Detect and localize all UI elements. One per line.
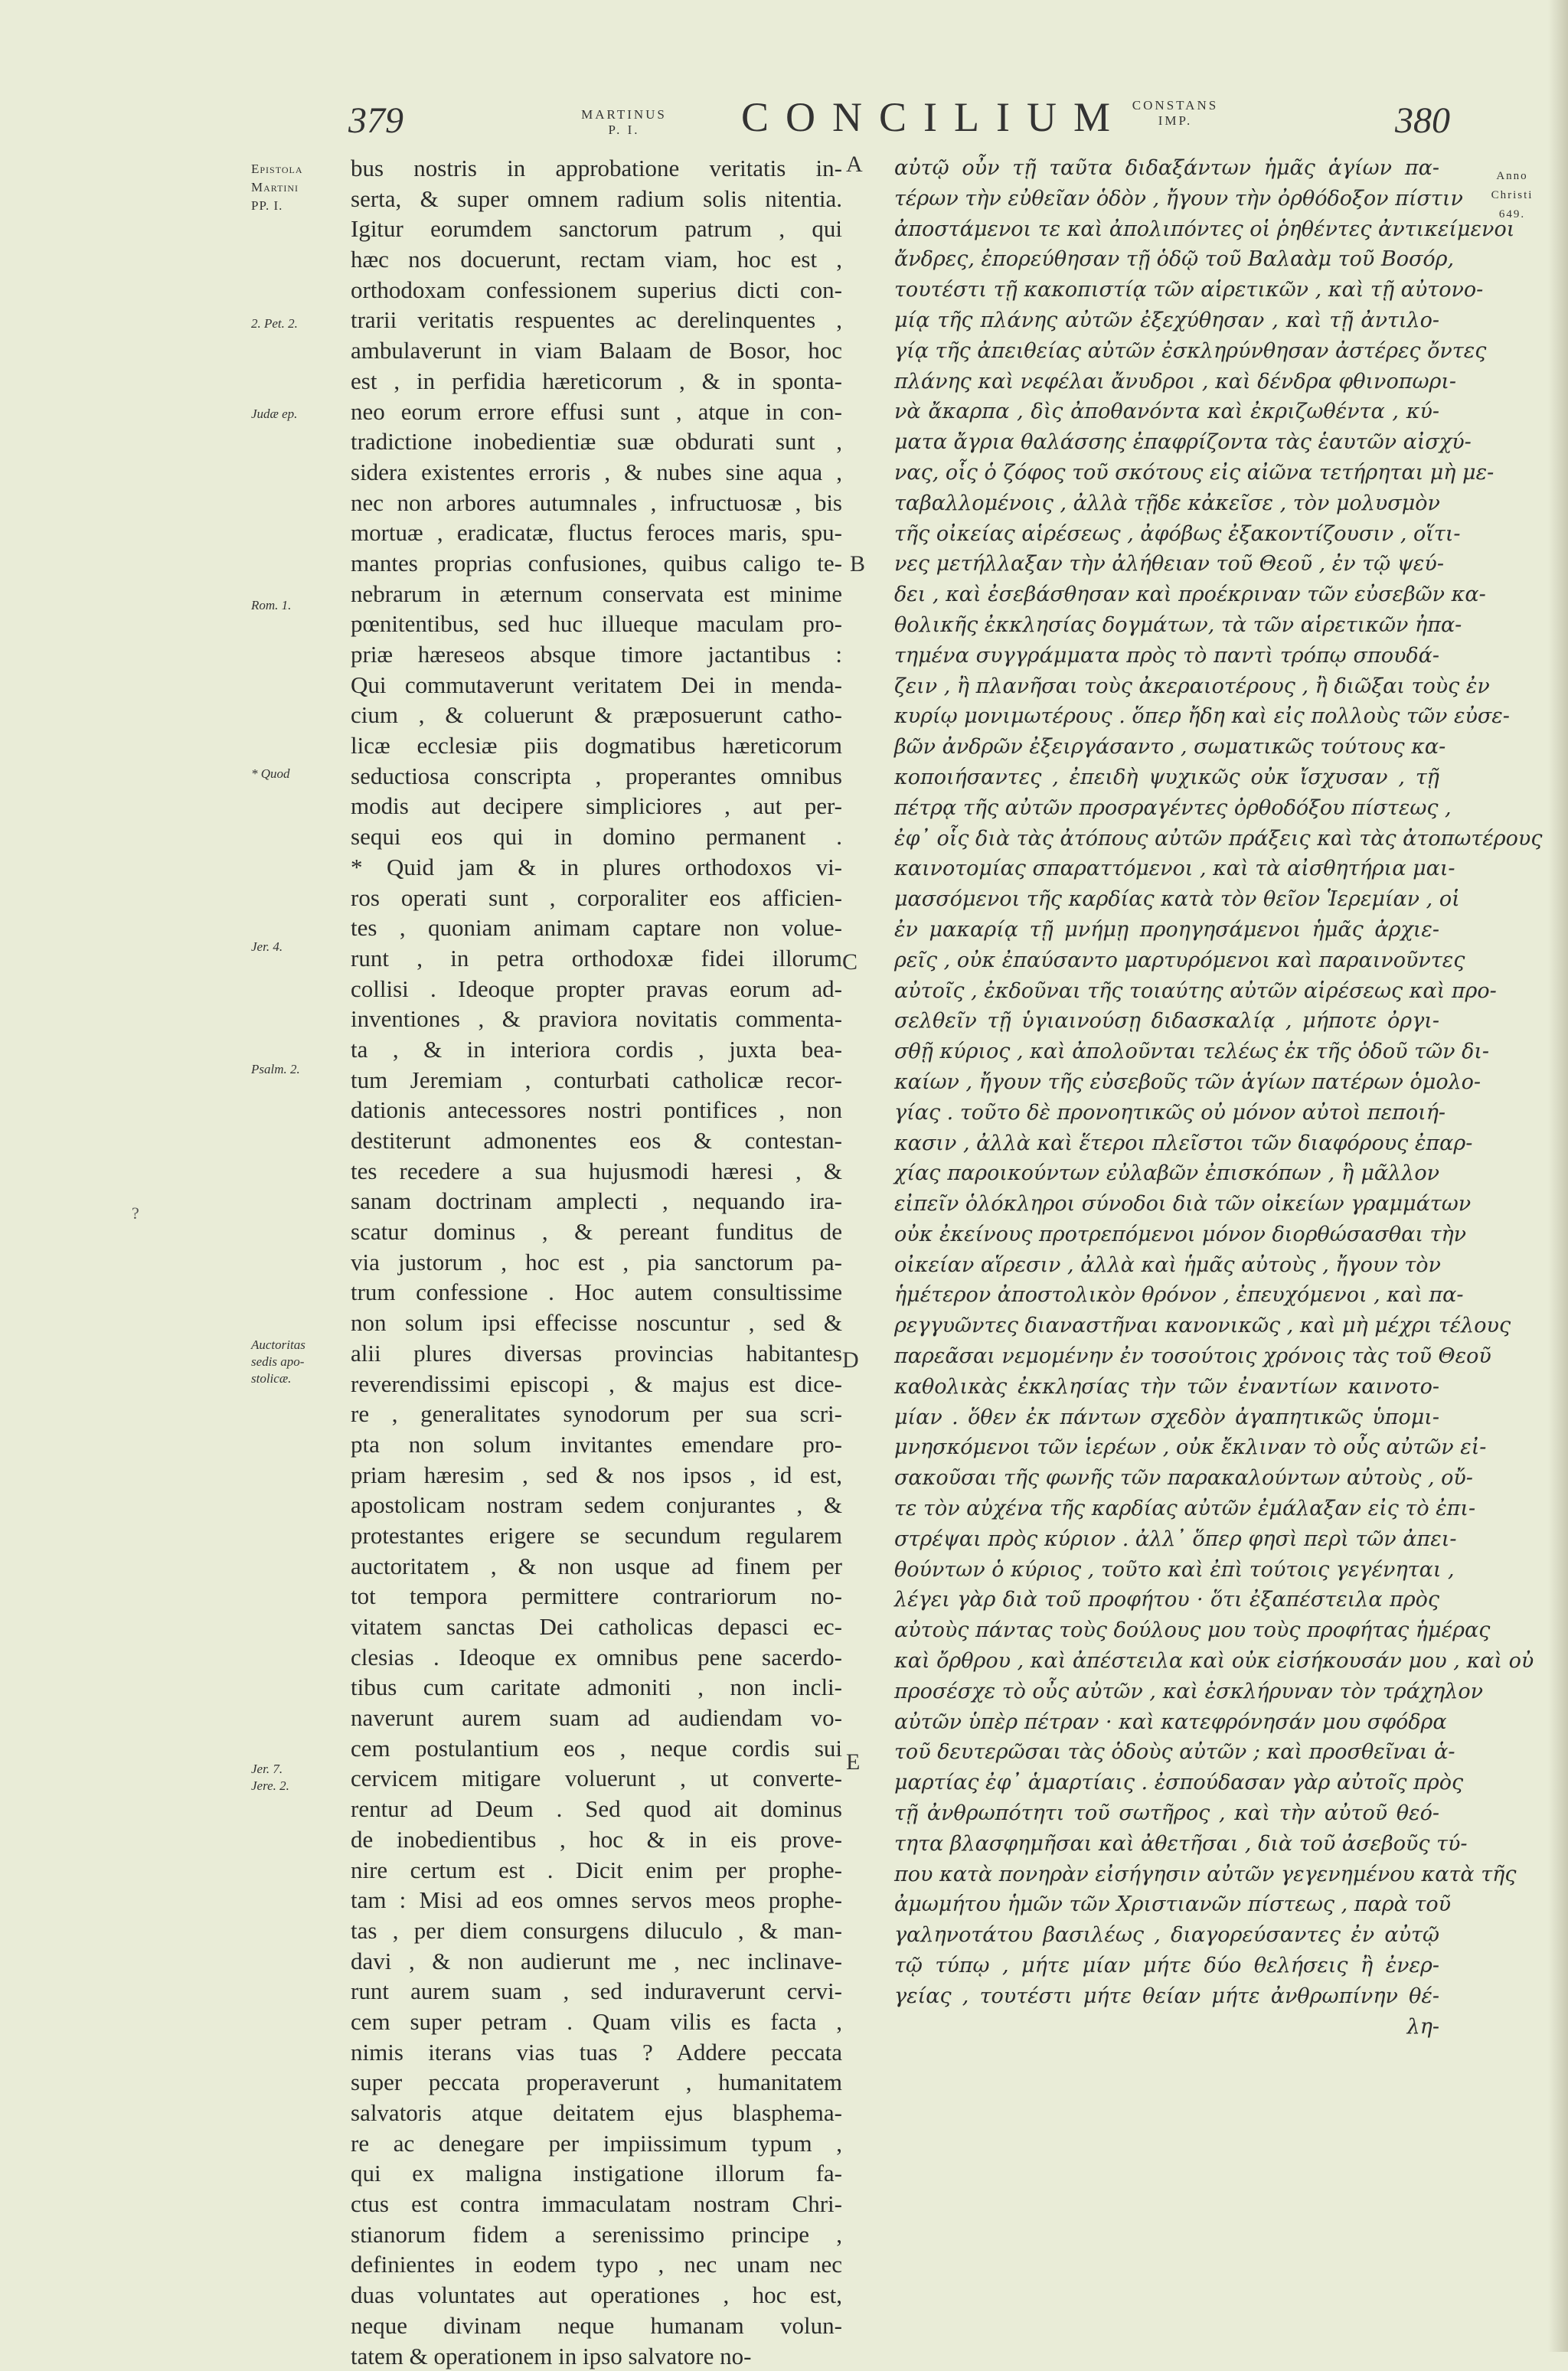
greek-text-line: ζειν , ἢ πλανῆσαι τοὺς ἀκεραιοτέρους , ἢ διῶξαι τοὺς ἐν [894,671,1439,702]
latin-text-line: tes , quoniam animam captare non volue- [351,913,842,943]
running-head-left [567,107,681,138]
greek-text-line: γείας , τουτέστι μήτε θείαν μήτε ἀνθρωπίνην θέ- [894,1981,1439,2012]
latin-text-line: inventiones , & praviora novitatis commenta- [351,1004,842,1034]
greek-text-line: ἀποστάμενοι τε καὶ ἀπολιπόντες οἱ ῥηθέντες ἀντικείμενοι [894,214,1439,245]
margin-note: Judæ ep. [251,406,351,423]
greek-text-line: μίαν . ὅθεν ἐκ πάντων σχεδὸν ἀγαπητικῶς ὑπομι- [894,1403,1439,1433]
section-mark: A [846,152,863,178]
latin-text-line: ros operati sunt , corporaliter eos afficien- [351,883,842,913]
latin-text-line: sanam doctrinam amplecti , nequando ira- [351,1186,842,1217]
greek-text-line: παρεᾶσαι νεμομένην ἐν τοσούτοις χρόνοις τὰς τοῦ Θεοῦ [894,1341,1439,1372]
latin-text-line: clesias . Ideoque ex omnibus pene sacerdo- [351,1642,842,1673]
greek-text-line: αὐτοὺς πάντας τοὺς δούλους μου τοὺς προφήτας ἡμέρας [894,1615,1439,1646]
latin-text-line: ta , & in interiora cordis , juxta bea- [351,1034,842,1065]
greek-text-line: κοποιήσαντες , ἐπειδὴ ψυχικῶς οὐκ ἴσχυσαν , τῇ [894,763,1439,793]
greek-text-line: τῆς οἰκείας αἱρέσεως , ἀφόβως ἐξακοντίζουσιν , οἵτι- [894,519,1439,550]
latin-text-line: apostolicam nostram sedem conjurantes , & [351,1490,842,1520]
greek-column [894,153,1439,2042]
latin-text-line: stianorum fidem a serenissimo principe , [351,2219,842,2250]
latin-text-line: cem super petram . Quam vilis es facta , [351,2007,842,2037]
margin-note: Jere. 2. [251,1778,351,1795]
greek-text-line: γαληνοτάτου βασιλέως , διαγορεύσαντες ἐν αὐτῷ [894,1920,1439,1951]
latin-text-line: definientes in eodem typo , nec unam nec [351,2249,842,2280]
latin-text-line: cium , & coluerunt & præposuerunt catho- [351,700,842,730]
greek-text-line: θούντων ὁ κύριος , τοῦτο καὶ ἐπὶ τούτοις γεγένηται , [894,1555,1439,1586]
greek-text-line: κυρίῳ μονιμωτέρους . ὅπερ ἤδη καὶ εἰς πολλοὺς τῶν εὐσε- [894,701,1439,732]
margin-note: PP. I. [251,198,351,214]
greek-text-line: σθῇ κύριος , καὶ ἀπολοῦνται τελέως ἐκ τῆς ὁδοῦ τῶν δι- [894,1037,1439,1067]
section-mark: B [850,551,865,577]
latin-text-line: nire certum est . Dicit enim per prophe- [351,1855,842,1886]
greek-text-line: λέγει γὰρ διὰ τοῦ προφήτου · ὅτι ἐξαπέστειλα πρὸς [894,1585,1439,1615]
latin-text-line: de inobedientibus , hoc & in eis prove- [351,1824,842,1855]
latin-text-line: via justorum , hoc est , pia sanctorum pa- [351,1247,842,1278]
greek-text-line: τημένα συγγράμματα πρὸς τὸ παντὶ τρόπῳ σπουδά- [894,641,1439,671]
greek-text-line: μασσόμενοι τῆς καρδίας κατὰ τὸν θεῖον Ἱερεμίαν , οἱ [894,884,1439,915]
latin-text-line: protestantes erigere se secundum regularem [351,1520,842,1551]
greek-text-line: ρεῖς , οὐκ ἐπαύσαντο μαρτυρόμενοι καὶ παραινοῦντες [894,945,1439,976]
section-mark: E [846,1749,860,1775]
latin-text-line: Qui commutaverunt veritatem Dei in menda- [351,670,842,701]
latin-text-line: tam : Misi ad eos omnes servos meos prophe- [351,1885,842,1915]
latin-text-line: seductiosa conscripta , properantes omnibus [351,761,842,792]
greek-text-line: τῷ τύπῳ , μήτε μίαν μήτε δύο θελήσεις ἢ ἐνερ- [894,1951,1439,1981]
latin-text-line: tradictione inobedientiæ suæ obdurati sunt , [351,426,842,457]
anno-year: 649. [1474,205,1550,224]
latin-text-line: trum confessione . Hoc autem consultissime [351,1277,842,1308]
running-title: CONCILIUM [741,93,1127,141]
latin-text-line: salvatoris atque deitatem ejus blasphema- [351,2098,842,2128]
margin-note: Epistola [251,161,351,178]
greek-text-line: ἄνδρες, ἐπορεύθησαν τῇ ὁδῷ τοῦ Βαλαὰμ τοῦ Βοσόρ, [894,244,1439,275]
latin-text-line: vitatem sanctas Dei catholicas depasci ec- [351,1612,842,1642]
greek-text-line: τῇ ἀνθρωπότητι τοῦ σωτῆρος , καὶ τὴν αὐτοῦ θεό- [894,1798,1439,1829]
greek-text-line: στρέψαι πρὸς κύριον . ἀλλ᾽ ὅπερ φησὶ περὶ τῶν ἀπει- [894,1524,1439,1555]
latin-text-line: davi , & non audierunt me , nec inclinave- [351,1946,842,1977]
greek-text-line: που κατὰ πονηρὰν εἰσήγησιν αὐτῶν γεγενημένου κατὰ τῆς [894,1860,1439,1890]
anno-line1: Anno [1474,167,1550,186]
greek-text-line: θολικῆς ἐκκλησίας δογμάτων, τὰ τῶν αἱρετικῶν ἠπα- [894,610,1439,641]
latin-text-line: cem postulantium eos , neque cordis sui [351,1733,842,1764]
greek-text-line: ματα ἄγρια θαλάσσης ἐπαφρίζοντα τὰς ἑαυτῶν αἰσχύ- [894,427,1439,458]
margin-note: Rom. 1. [251,597,351,614]
latin-column [351,153,842,2371]
greek-text-line: τοῦ δευτερῶσαι τὰς ὁδοὺς αὐτῶν ; καὶ προσθεῖναι ἁ- [894,1737,1439,1768]
greek-text-line: τέρων τὴν εὐθεῖαν ὁδὸν , ἤγουν τὴν ὀρθόδοξον πίστιν [894,184,1439,214]
greek-text-line: τε τὸν αὐχένα τῆς καρδίας αὐτῶν ἐμάλαξαν εἰς τὸ ἐπι- [894,1494,1439,1524]
greek-text-line: εἰπεῖν ὁλόκληροι σύνοδοι διὰ τῶν οἰκείων γραμμάτων [894,1189,1439,1220]
gutter-shadow [1548,0,1568,2352]
greek-text-line: μίᾳ τῆς πλάνης αὐτῶν ἐξεχύθησαν , καὶ τῇ ἀντιλο- [894,305,1439,336]
greek-text-line: νες μετήλλαξαν τὴν ἀλήθειαν τοῦ Θεοῦ , ἐν τῷ ψεύ- [894,549,1439,580]
greek-text-line: χίας παροικούντων εὐλαβῶν ἐπισκόπων , ἢ μᾶλλον [894,1158,1439,1189]
running-head-right-line2: IMP. [1118,113,1233,129]
latin-text-line: re ac denegare per impiissimum typum , [351,2128,842,2159]
greek-text-line: τητα βλασφημῆσαι καὶ ἀθετῆσαι , διὰ τοῦ ἀσεβοῦς τύ- [894,1829,1439,1860]
latin-text-line: tum Jeremiam , conturbati catholicæ recor- [351,1065,842,1096]
latin-text-line: tes recedere a sua hujusmodi hæresi , & [351,1156,842,1187]
latin-text-line: nec non arbores autumnales , infructuosæ , bis [351,488,842,518]
latin-text-line: ctus est contra immaculatam nostram Chri- [351,2189,842,2219]
latin-text-line: est , in perfidia hæreticorum , & in sponta- [351,366,842,397]
latin-text-line: nebrarum in æternum conservata est minime [351,579,842,609]
greek-text-line: πέτρᾳ τῆς αὐτῶν προσραγέντες ὀρθοδόξου πίστεως , [894,793,1439,824]
greek-text-line: βῶν ἀνδρῶν ἐξειργάσαντο , σωματικῶς τούτους κα- [894,732,1439,763]
greek-text-line: καθολικὰς ἐκκλησίας τὴν τῶν ἐναντίων καινοτο- [894,1372,1439,1403]
margin-note: Martini [251,179,351,196]
latin-text-line: non solum ipsi effecisse noscuntur , sed & [351,1308,842,1338]
latin-text-line: scatur dominus , & pereant funditus de [351,1217,842,1247]
latin-text-line: serta, & super omnem radium solis nitentia. [351,184,842,214]
greek-text-line: ρεγγυῶντες διαναστῆναι κανονικῶς , καὶ μὴ μέχρι τέλους [894,1311,1439,1341]
greek-text-line: οὐκ ἐκείνους προτρεπόμενοι μόνον διορθώσασθαι τὴν [894,1220,1439,1250]
latin-text-line: naverunt aurem suam ad audiendam vo- [351,1703,842,1733]
latin-text-line: collisi . Ideoque propter pravas eorum ad- [351,974,842,1004]
greek-text-line: αὐτοῖς , ἐκδοῦναι τῆς τοιαύτης αὐτῶν αἱρέσεως καὶ προ- [894,976,1439,1007]
greek-text-line: ἀμωμήτου ἡμῶν τῶν Χριστιανῶν πίστεως , παρὰ τοῦ [894,1889,1439,1920]
greek-text-line: προσέσχε τὸ οὖς αὐτῶν , καὶ ἐσκλήρυναν τὸν τράχηλον [894,1677,1439,1707]
greek-text-line: μνησκόμενοι τῶν ἱερέων , οὐκ ἔκλιναν τὸ οὖς αὐτῶν εἰ- [894,1432,1439,1463]
greek-text-line: γίᾳ τῆς ἀπειθείας αὐτῶν ἐσκληρύνθησαν ἀστέρες ὄντες [894,336,1439,367]
greek-text-line: σακοῦσαι τῆς φωνῆς τῶν παρακαλούντων αὐτοὺς , οὔ- [894,1463,1439,1494]
latin-text-line: priæ hæreseos absque timore jactantibus : [351,639,842,670]
latin-text-line: modis aut decipere simpliciores , aut per- [351,791,842,821]
margin-note: Auctoritas [251,1337,351,1354]
latin-text-line: Igitur eorumdem sanctorum patrum , qui [351,214,842,244]
latin-text-line: re , generalitates synodorum per sua scri- [351,1399,842,1429]
latin-text-line: alii plures diversas provincias habitantes [351,1338,842,1369]
margin-note: stolicæ. [251,1370,351,1387]
greek-text-line: σελθεῖν τῇ ὑγιαινούσῃ διδασκαλίᾳ , μήποτε ὀργι- [894,1006,1439,1037]
latin-text-line: priam hæresim , sed & nos ipsos , id est, [351,1460,842,1491]
margin-note: 2. Pet. 2. [251,315,351,332]
latin-text-line: sidera existentes erroris , & nubes sine aqua , [351,457,842,488]
latin-text-line: destiterunt admonentes eos & contestan- [351,1125,842,1156]
latin-text-line: auctoritatem , & non usque ad finem per [351,1551,842,1582]
greek-text-line: γίας . τοῦτο δὲ προνοητικῶς οὐ μόνον αὐτοὶ πεποιή- [894,1098,1439,1128]
greek-text-line: ταβαλλομένοις , ἀλλὰ τῇδε κἀκεῖσε , τὸν μολυσμὸν [894,488,1439,519]
greek-text-line: καὶ ὄρθρου , καὶ ἀπέστειλα καὶ οὐκ εἰσήκουσάν μου , καὶ οὐ [894,1646,1439,1677]
latin-text-line: tas , per diem consurgens diluculo , & man- [351,1915,842,1946]
latin-text-line: trarii veritatis respuentes ac derelinquentes , [351,305,842,335]
latin-text-line: tibus cum caritate admoniti , non incli- [351,1672,842,1703]
latin-text-line: qui ex maligna instigatione illorum fa- [351,2158,842,2189]
stray-mark: ? [132,1203,139,1223]
latin-text-line: pœnitentibus, sed huc illueque maculam pro- [351,609,842,639]
latin-text-line: rentur ad Deum . Sed quod ait dominus [351,1794,842,1824]
running-head-right-line1: CONSTANS [1118,98,1233,113]
greek-text-line: δει , καὶ ἐσεβάσθησαν καὶ προέκριναν τῶν εὐσεβῶν κα- [894,580,1439,610]
section-mark: C [842,949,858,975]
page-number-right: 380 [1395,100,1450,142]
latin-text-line: orthodoxam confessionem superius dicti con- [351,275,842,305]
latin-text-line: reverendissimi episcopi , & majus est dice- [351,1369,842,1399]
latin-text-line: * Quid jam & in plures orthodoxos vi- [351,852,842,883]
page-number-left: 379 [348,100,403,142]
latin-text-line: neque divinam neque humanam volun- [351,2311,842,2341]
margin-note: * Quod [251,766,351,782]
greek-text-line: ἡμέτερον ἀποστολικὸν θρόνον , ἐπευχόμενοι , καὶ πα- [894,1280,1439,1311]
latin-text-line: tot tempora permittere contrariorum no- [351,1581,842,1612]
margin-note: sedis apo- [251,1354,351,1370]
margin-note: Psalm. 2. [251,1061,351,1078]
running-head-left-line2: P. I. [567,122,681,138]
greek-text-line: μαρτίας ἐφ᾽ ἁμαρτίαις . ἐσπούδασαν γὰρ αὐτοῖς πρὸς [894,1768,1439,1798]
greek-text-line: κασιν , ἀλλὰ καὶ ἕτεροι πλεῖστοι τῶν διαφόρους ἐπαρ- [894,1128,1439,1159]
latin-text-line: runt aurem suam , sed induraverunt cervi- [351,1976,842,2007]
greek-text-line: πλάνης καὶ νεφέλαι ἄνυδροι , καὶ δένδρα φθινοπωρι- [894,367,1439,397]
greek-text-line: λη- [894,2012,1439,2043]
greek-text-line: καινοτομίας σπαραττόμενοι , καὶ τὰ αἰσθητήρια μαι- [894,854,1439,884]
latin-text-line: licæ ecclesiæ piis dogmatibus hæreticorum [351,730,842,761]
latin-text-line: hæc nos docuerunt, rectam viam, hoc est , [351,244,842,275]
greek-text-line: τουτέστι τῇ κακοπιστίᾳ τῶν αἱρετικῶν , καὶ τῇ αὐτονο- [894,275,1439,305]
greek-text-line: οἰκείαν αἵρεσιν , ἀλλὰ καὶ ἡμᾶς αὐτοὺς , ἤγουν τὸν [894,1250,1439,1281]
running-head-right [1118,98,1233,129]
greek-text-line: αὐτῷ οὖν τῇ ταῦτα διδαξάντων ἡμᾶς ἁγίων πα- [894,153,1439,184]
margin-note: Jer. 7. [251,1761,351,1778]
latin-text-line: bus nostris in approbatione veritatis in- [351,153,842,184]
latin-text-line: ambulaverunt in viam Balaam de Bosor, hoc [351,335,842,366]
running-head-left-line1: MARTINUS [567,107,681,122]
margin-note: Jer. 4. [251,939,351,955]
anno-line2: Christi [1474,186,1550,205]
latin-text-line: nimis iterans vias tuas ? Addere peccata [351,2037,842,2068]
greek-text-line: ἐφ᾽ οἷς διὰ τὰς ἀτόπους αὐτῶν πράξεις καὶ τὰς ἀτοπωτέρους [894,824,1439,854]
latin-text-line: dationis antecessores nostri pontifices , non [351,1095,842,1125]
greek-text-line: νὰ ἄκαρπα , δὶς ἀποθανόντα καὶ ἐκριζωθέντα , κύ- [894,397,1439,427]
greek-text-line: ἐν μακαρίᾳ τῇ μνήμῃ προηγησάμενοι ἡμᾶς ἀρχιε- [894,915,1439,945]
latin-text-line: neo eorum errore effusi sunt , atque in con- [351,397,842,427]
latin-text-line: mantes proprias confusiones, quibus caligo te- [351,548,842,579]
section-mark: D [842,1347,859,1373]
latin-text-line: duas voluntates aut operationes , hoc est, [351,2280,842,2311]
latin-text-line: pta non solum invitantes emendare pro- [351,1429,842,1460]
latin-text-line: tatem & operationem in ipso salvatore no- [351,2341,842,2371]
running-header [0,0,1568,153]
greek-text-line: καίων , ἤγουν τῆς εὐσεβοῦς τῶν ἁγίων πατέρων ὁμολο- [894,1067,1439,1098]
greek-text-line: αὐτῶν ὑπὲρ πέτραν · καὶ κατεφρόνησάν μου σφόδρα [894,1707,1439,1738]
anno-christi-note [1474,167,1550,224]
latin-text-line: cervicem mitigare voluerunt , ut converte- [351,1763,842,1794]
latin-text-line: sequi eos qui in domino permanent . [351,821,842,852]
greek-text-line: νας, οἷς ὁ ζόφος τοῦ σκότους εἰς αἰῶνα τετήρηται μὴ με- [894,458,1439,488]
latin-text-line: runt , in petra orthodoxæ fidei illorum [351,943,842,974]
latin-text-line: super peccata properaverunt , humanitatem [351,2067,842,2098]
latin-text-line: mortuæ , eradicatæ, fluctus feroces maris, spu- [351,518,842,548]
